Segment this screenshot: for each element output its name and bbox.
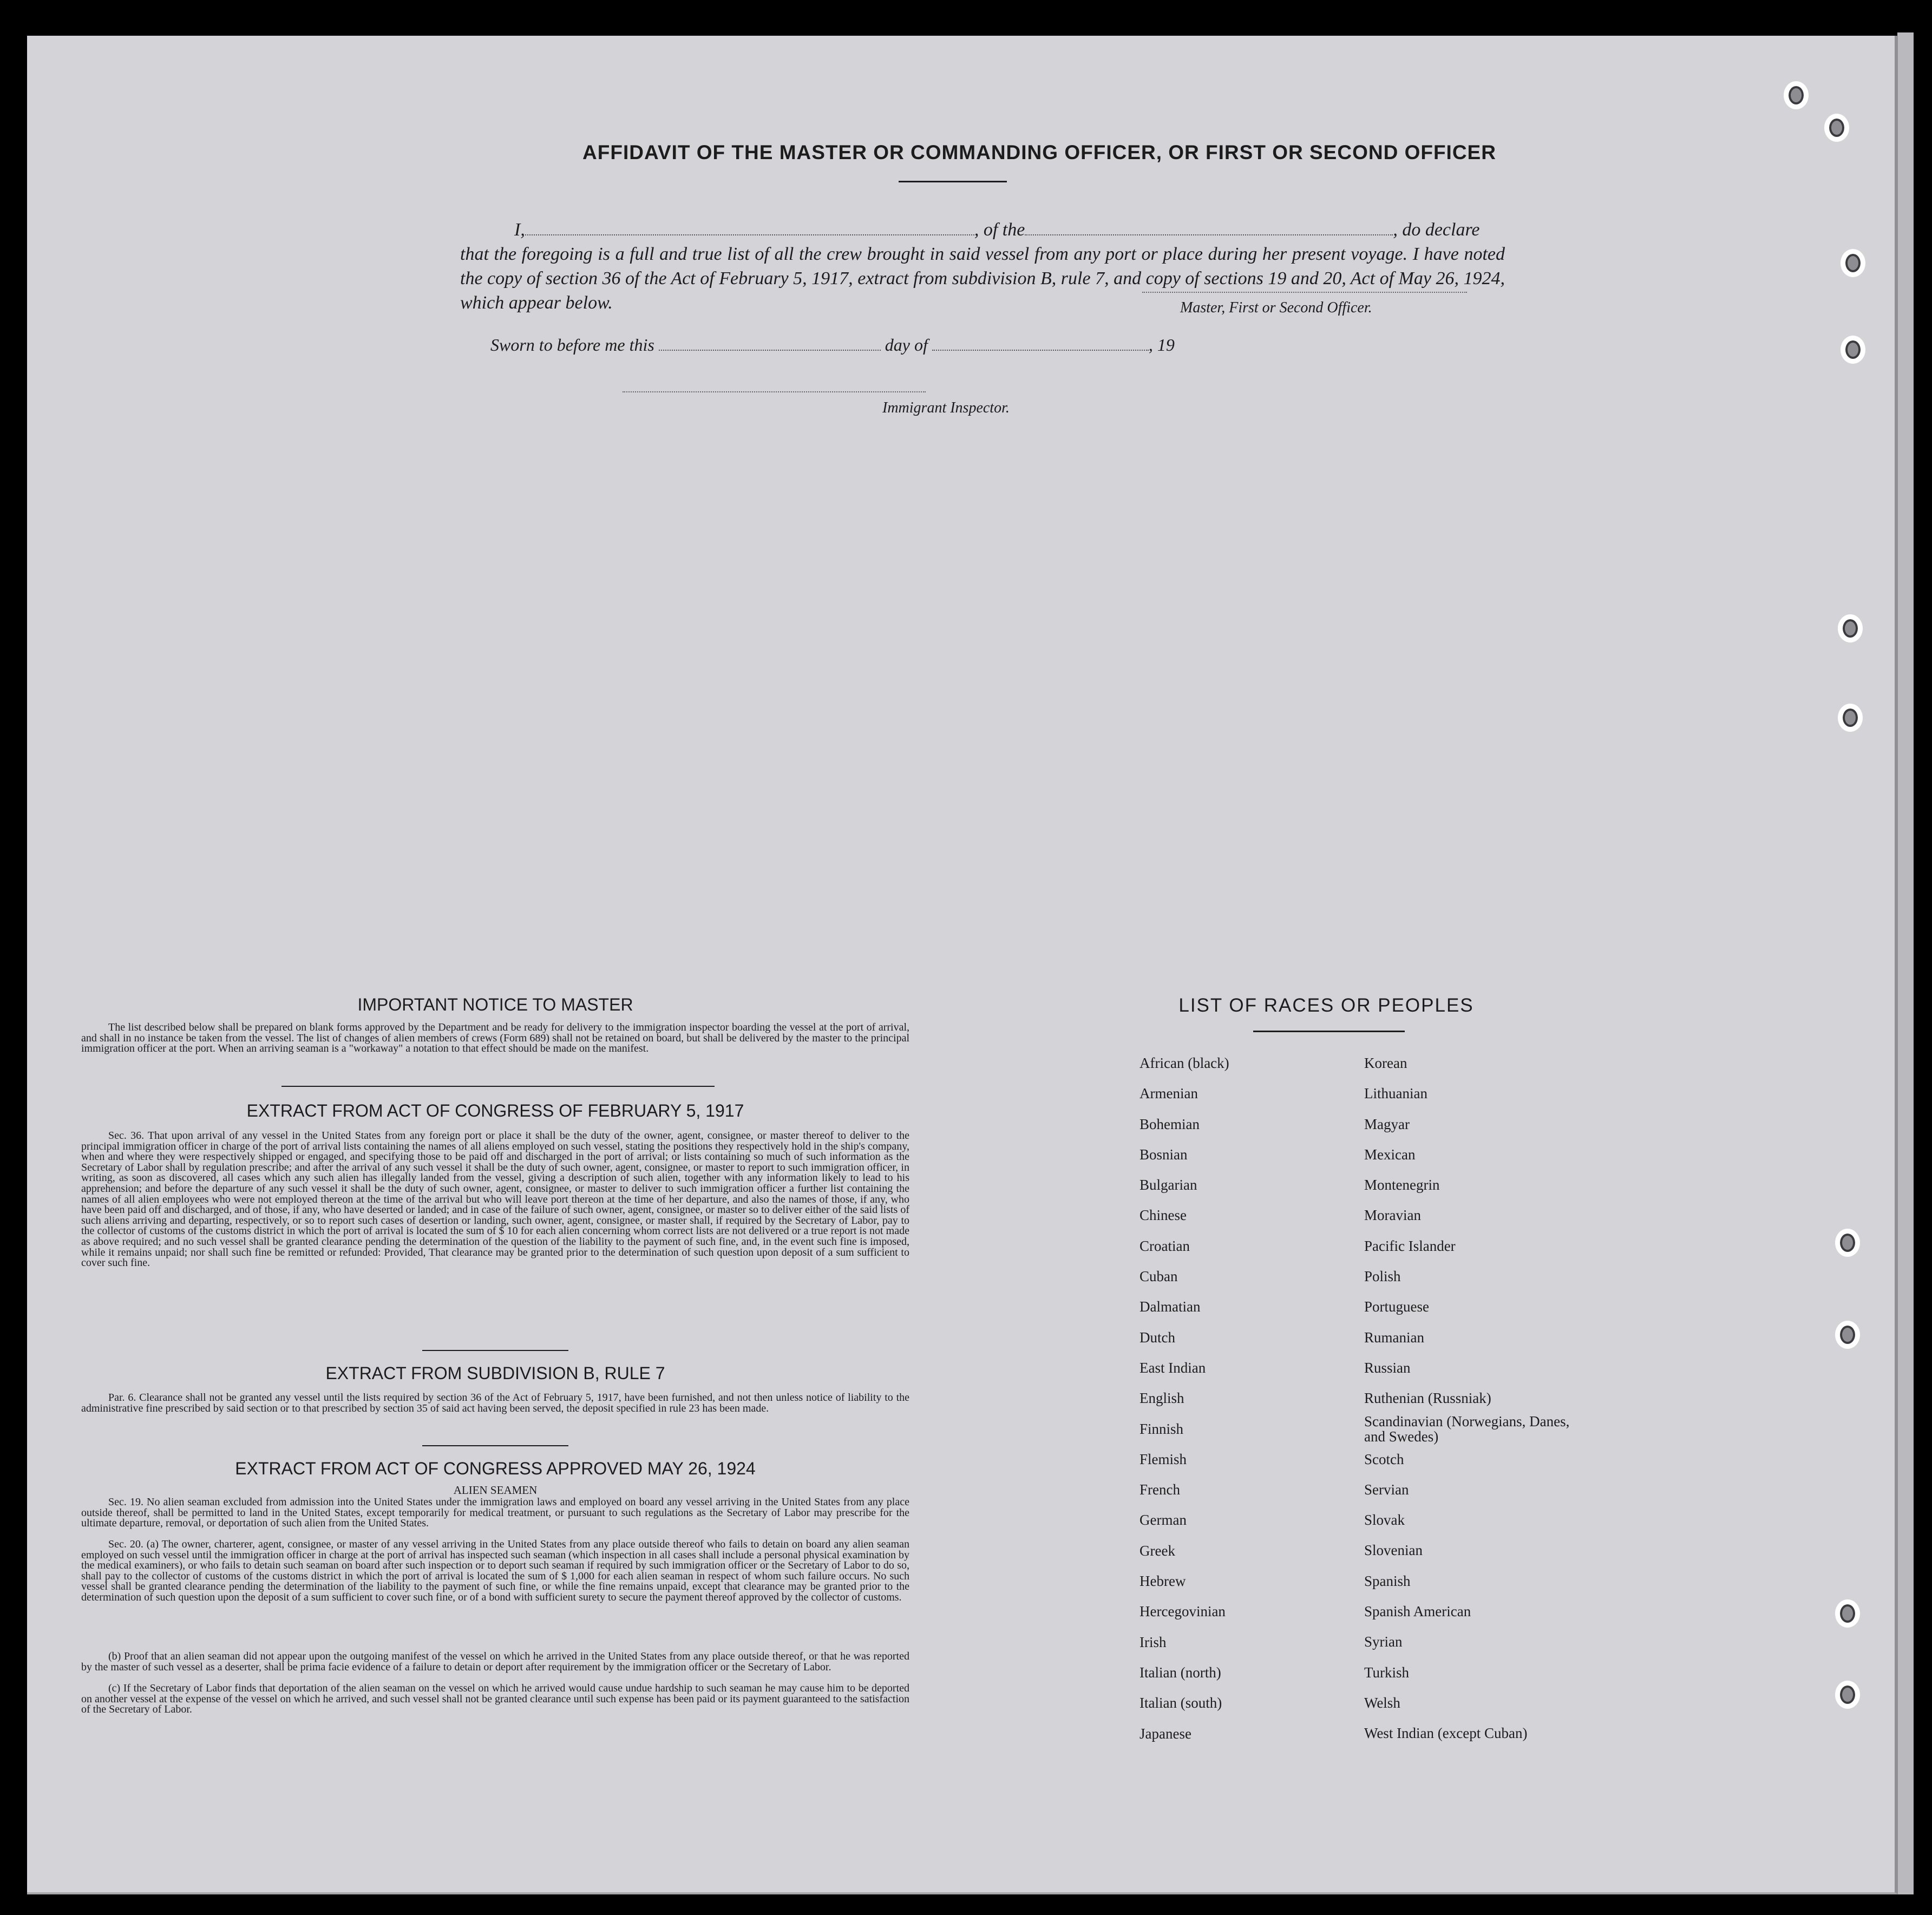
race-item: Ruthenian (Russniak) bbox=[1364, 1390, 1491, 1407]
inspector-signature-line[interactable] bbox=[623, 391, 926, 392]
races-title: LIST OF RACES OR PEOPLES bbox=[1178, 995, 1474, 1016]
extract-rule7-title: EXTRACT FROM SUBDIVISION B, RULE 7 bbox=[325, 1363, 665, 1383]
race-item: Japanese bbox=[1139, 1725, 1191, 1742]
race-item: Mexican bbox=[1364, 1146, 1416, 1163]
binder-hole bbox=[1841, 249, 1865, 277]
name-blank[interactable] bbox=[525, 216, 974, 235]
sworn-day-blank[interactable] bbox=[659, 332, 881, 351]
affidavit-title: AFFIDAVIT OF THE MASTER OR COMMANDING OFFICER, OR FIRST OR SECOND OFFICER bbox=[582, 141, 1496, 163]
binder-hole bbox=[1841, 336, 1865, 364]
race-item: Moravian bbox=[1364, 1207, 1421, 1224]
race-item: Montenegrin bbox=[1364, 1177, 1440, 1193]
race-item: Welsh bbox=[1364, 1694, 1400, 1711]
divider bbox=[422, 1445, 568, 1446]
sec-20b-text: (b) Proof that an alien seaman did not appear upon the outgoing manifest of the vessel on which he arrived in the United States from any place outside thereof, or that he was reported by the master of such vessel as a deserter, shall be prima facie evidence of a failure to detain or deport after requirement by the immigration officer or the Secretary of Labor. bbox=[81, 1650, 909, 1673]
race-item: Hebrew bbox=[1139, 1573, 1186, 1590]
race-item: Slovenian bbox=[1364, 1542, 1423, 1559]
sworn-month-blank[interactable] bbox=[932, 332, 1149, 351]
sec-20c-text: (c) If the Secretary of Labor finds that deportation of the alien seaman on the vessel on which he arrived would cause undue hardship to such seaman he may cause him to be deported on another vessel at the expense of the vessel on which he arrived, and such vessel shall not be granted clearance until such expense has been paid or its payment guaranteed to the satisfaction of the Secretary of Labor. bbox=[81, 1682, 909, 1716]
races-left-column bbox=[1139, 1048, 1229, 1749]
divider bbox=[422, 1350, 568, 1351]
binder-hole bbox=[1838, 614, 1863, 642]
underlying-page-edge bbox=[1897, 32, 1914, 1894]
race-item: Magyar bbox=[1364, 1116, 1410, 1132]
race-item: Scotch bbox=[1364, 1451, 1404, 1467]
do-declare-label: , do declare bbox=[1393, 220, 1480, 240]
binder-hole bbox=[1824, 114, 1849, 142]
race-item: Turkish bbox=[1364, 1664, 1410, 1681]
race-item: Bosnian bbox=[1139, 1146, 1188, 1163]
race-item: Finnish bbox=[1139, 1420, 1184, 1437]
race-item: Syrian bbox=[1364, 1634, 1403, 1650]
binder-hole bbox=[1784, 81, 1809, 109]
extract-1917-text: Sec. 36. That upon arrival of any vessel in the United States from any foreign port or place it shall be the duty of the owner, agent, consignee, or master thereof to deliver to the principal immigration officer in charge of the port of arrival lists containing the names of all aliens employed on such vessel, stating the positions they respectively hold in the ship's company, when and where they were respectively shipped or engaged, and specifying those to be paid off and discharged in the port of arrival; or lists containing so much of such information as the Secretary of Labor shall by regulation prescribe; and after the arrival of any such vessel it shall be the duty of such owner, agent, consignee, or master to report to such immigration officer, in writing, as soon as discovered, all cases which any such alien has illegally landed from the vessel, giving a description of such alien, together with any information likely to lead to his apprehension; and before the departure of any such vessel it shall be the duty of such owner, agent, consignee, or master to deliver to such immigration officer a further list containing the names of all alien employees who were not employed thereon at the time of the arrival but who will leave port thereon at the time of her departure, and also the names of those, if any, who have been paid off and discharged, and of those, if any, who have deserted or landed; and in case of the failure of such owner, agent, consignee, or master so to deliver either of the said lists of such aliens arriving and departing, respectively, or so to report such cases of desertion or landing, such owner, agent, consignee, or master shall, if required by the Secretary of Labor, pay to the collector of customs of the customs district in which the port of arrival is located the sum of $ 10 for each alien concerning whom correct lists are not delivered or a true report is not made as above required; and no such vessel shall be granted clearance pending the determination of the question of the liability to the payment of such fine, and, in the event such fine is imposed, while it remains unpaid; nor shall such fine be remitted or refunded: Provided, That clearance may be granted prior to the determination of such question upon deposit of a sum sufficient to cover such fine. bbox=[81, 1130, 909, 1269]
races-right-column bbox=[1364, 1048, 1570, 1749]
race-item: Dalmatian bbox=[1139, 1298, 1201, 1315]
race-item: Armenian bbox=[1139, 1085, 1198, 1102]
binder-hole bbox=[1835, 1229, 1860, 1257]
notice-title: IMPORTANT NOTICE TO MASTER bbox=[357, 995, 633, 1014]
race-item: Dutch bbox=[1139, 1329, 1175, 1346]
binder-hole bbox=[1838, 704, 1863, 732]
master-signature-label: Master, First or Second Officer. bbox=[1180, 299, 1372, 316]
race-item: Spanish American bbox=[1364, 1603, 1471, 1620]
race-item: Chinese bbox=[1139, 1207, 1187, 1224]
race-item: German bbox=[1139, 1512, 1187, 1529]
sec-19-text: Sec. 19. No alien seaman excluded from admission into the United States under the immigration laws and employed on board any vessel arriving in the United States from any place outside thereof, shall be permitted to land in the United States, except temporarily for medical treatment, or pursuant to such regulations as the Secretary of Labor may prescribe for the ultimate departure, removal, or deportation of such alien from the United States. bbox=[81, 1496, 909, 1530]
race-item: West Indian (except Cuban) bbox=[1364, 1725, 1528, 1742]
binder-hole bbox=[1835, 1681, 1860, 1709]
race-item: Hercegovinian bbox=[1139, 1603, 1226, 1620]
race-item: Cuban bbox=[1139, 1268, 1178, 1285]
binder-hole bbox=[1835, 1599, 1860, 1628]
race-item: Pacific Islander bbox=[1364, 1237, 1456, 1254]
binder-hole bbox=[1835, 1321, 1860, 1349]
declaration-text: that the foregoing is a full and true list of all the crew brought in said vessel from any port or place during her present voyage. I have noted the copy of section 36 of the Act of February 5, 1917, extract from subdivision B, rule 7, and copy of sections 19 and 20, Act of May 26, 1924, which appear below. bbox=[460, 244, 1505, 313]
title-underline bbox=[899, 181, 1007, 182]
extract-rule7-text: Par. 6. Clearance shall not be granted any vessel until the lists required by section 36 of the Act of February 5, 1917, have been furnished, and not then unless notice of liability to the administrative fine prescribed by said section or to that prescribed by section 35 of said act having been served, the deposit specified in rule 23 has been made. bbox=[81, 1392, 909, 1414]
alien-seamen-subtitle: ALIEN SEAMEN bbox=[453, 1484, 538, 1497]
race-item: Greek bbox=[1139, 1542, 1175, 1559]
race-item: Flemish bbox=[1139, 1451, 1187, 1467]
race-item: Portuguese bbox=[1364, 1298, 1429, 1315]
day-of-label: day of bbox=[885, 335, 928, 355]
race-item: Polish bbox=[1364, 1268, 1401, 1285]
race-item: Lithuanian bbox=[1364, 1085, 1427, 1102]
i-label: I, bbox=[514, 220, 525, 240]
race-item: Bohemian bbox=[1139, 1116, 1200, 1132]
sworn-line bbox=[490, 332, 1175, 355]
race-item: French bbox=[1139, 1481, 1180, 1498]
sec-20a-text: Sec. 20. (a) The owner, charterer, agent, consignee, or master of any vessel arriving in the United States from any place outside thereof who fails to detain on board any alien seaman employed on such vessel until the immigration officer in charge at the port of arrival has inspected such seaman (which inspection in all cases shall include a personal physical examination by the medical examiners), or who fails to detain such seaman on board after such inspection or to deport such seaman if required by such immigration officer or the Secretary of Labor to do so, shall pay to the collector of customs of the customs district in which the port of arrival is located the sum of $ 1,000 for each alien seaman in respect of whom such failure occurs. No such vessel shall be granted clearance pending the determination of the liability to the payment of such fine, or while the fine remains unpaid, except that clearance may be granted prior to the determination of such question upon the deposit of a sum sufficient to cover such fine, or of a bond with sufficient surety to secure the payment thereof approved by the collector of customs. bbox=[81, 1538, 909, 1603]
race-item: Scandinavian (Norwegians, Danes, and Swedes) bbox=[1364, 1413, 1570, 1445]
notice-text: The list described below shall be prepared on blank forms approved by the Department and be ready for delivery to the immigration inspector boarding the vessel at the port of arrival, and shall in no instance be taken from the vessel. The list of changes of alien members of crews (Form 689) shall not be retained on board, but shall be delivered by the master to the principal immigration officer at the port. When an arriving seaman is a "workaway" a notation to that effect should be made on the manifest. bbox=[81, 1021, 909, 1055]
race-item: Italian (south) bbox=[1139, 1695, 1222, 1711]
divider bbox=[281, 1086, 715, 1087]
extract-1917-title: EXTRACT FROM ACT OF CONGRESS OF FEBRUARY 5, 1917 bbox=[246, 1101, 744, 1120]
race-item: Russian bbox=[1364, 1359, 1411, 1376]
extract-1924-title: EXTRACT FROM ACT OF CONGRESS APPROVED MAY 26, 1924 bbox=[235, 1459, 756, 1478]
race-item: Korean bbox=[1364, 1055, 1407, 1071]
inspector-label: Immigrant Inspector. bbox=[882, 399, 1010, 416]
year-label: , 19 bbox=[1148, 335, 1175, 355]
master-signature-line[interactable] bbox=[1142, 292, 1467, 293]
race-item: Servian bbox=[1364, 1481, 1409, 1498]
race-item: Rumanian bbox=[1364, 1329, 1424, 1346]
of-the-label: , of the bbox=[974, 220, 1025, 240]
race-item: English bbox=[1139, 1390, 1184, 1407]
race-item: Irish bbox=[1139, 1634, 1167, 1650]
race-item: Italian (north) bbox=[1139, 1664, 1221, 1681]
sworn-label: Sworn to before me this bbox=[490, 335, 654, 355]
race-item: East Indian bbox=[1139, 1359, 1206, 1376]
document-page bbox=[27, 36, 1898, 1894]
race-item: Croatian bbox=[1139, 1237, 1190, 1254]
race-item: Spanish bbox=[1364, 1572, 1411, 1589]
vessel-blank[interactable] bbox=[1025, 216, 1393, 235]
races-title-underline bbox=[1253, 1031, 1405, 1032]
race-item: African (black) bbox=[1139, 1055, 1229, 1071]
race-item: Slovak bbox=[1364, 1512, 1405, 1529]
race-item: Bulgarian bbox=[1139, 1177, 1197, 1193]
